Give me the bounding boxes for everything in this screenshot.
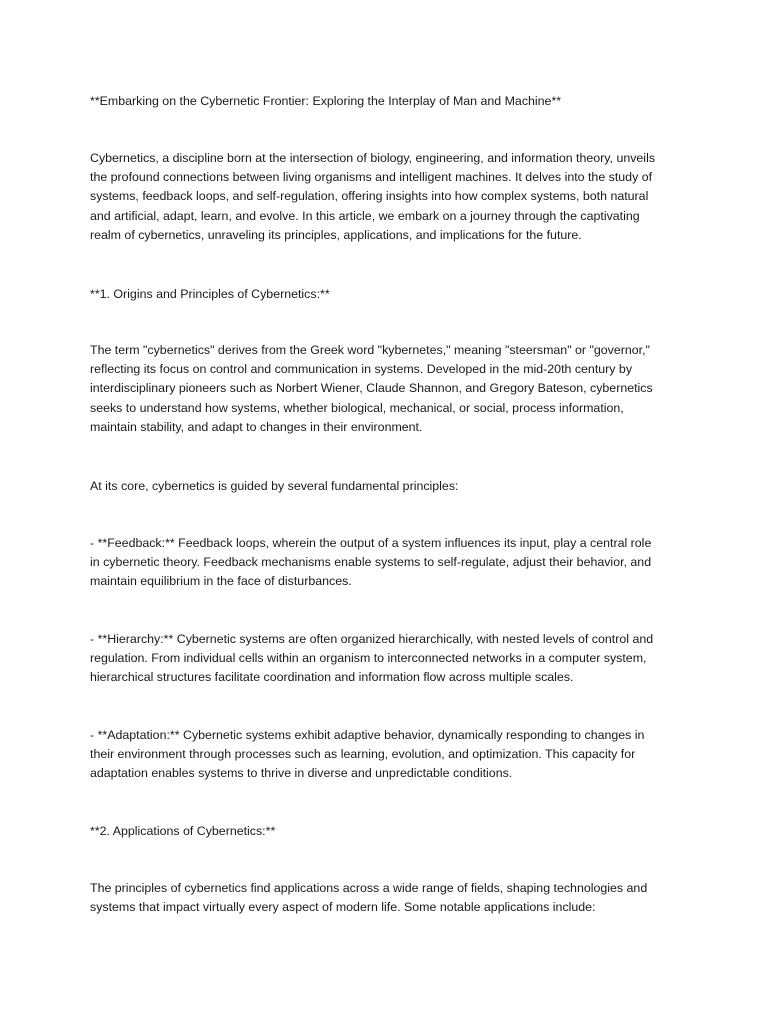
intro-paragraph	[90, 149, 690, 245]
principles-intro: At its core, cybernetics is guided by several fundamental principles:	[90, 479, 459, 493]
text-line: adaptation enables systems to thrive in diverse and unpredictable conditions.	[90, 766, 513, 781]
text-line: hierarchical structures facilitate coordination and information flow across multiple scales.	[90, 670, 574, 685]
text-line: - **Adaptation:** Cybernetic systems exhibit adaptive behavior, dynamically responding to changes in	[90, 728, 645, 742]
hierarchy-item	[90, 630, 690, 688]
text-line: regulation. From individual cells within an organism to interconnected networks in a computer system,	[90, 651, 647, 666]
feedback-item	[90, 534, 690, 592]
section2-heading: **2. Applications of Cybernetics:**	[90, 824, 276, 838]
text-line: the profound connections between living organisms and intelligent machines. It delves into the study of	[90, 170, 653, 185]
text-line: The term "cybernetics" derives from the Greek word "kybernetes," meaning "steersman" or "governor,"	[90, 343, 650, 357]
document-title: **Embarking on the Cybernetic Frontier: Exploring the Interplay of Man and Machine**	[90, 94, 562, 108]
text-line: systems, feedback loops, and self-regulation, offering insights into how complex systems, both natural	[90, 189, 649, 204]
text-line: - **Hierarchy:** Cybernetic systems are often organized hierarchically, with nested levels of control and	[90, 632, 654, 646]
text-line: interdisciplinary pioneers such as Norbert Wiener, Claude Shannon, and Gregory Bateson, cybernetics	[90, 381, 653, 396]
text-line: seeks to understand how systems, whether biological, mechanical, or social, process information,	[90, 400, 624, 415]
section1-paragraph	[90, 341, 690, 437]
text-line: maintain stability, and adapt to changes in their environment.	[90, 419, 423, 434]
text-line: The principles of cybernetics find applications across a wide range of fields, shaping technologies and	[90, 881, 648, 895]
text-line: reflecting its focus on control and communication in systems. Developed in the mid-20th century by	[90, 362, 633, 377]
text-line: in cybernetic theory. Feedback mechanisms enable systems to self-regulate, adjust their behavior, and	[90, 555, 652, 570]
text-line: and artificial, adapt, learn, and evolve. In this article, we embark on a journey through the captivating	[90, 208, 640, 223]
section1-heading: **1. Origins and Principles of Cybernetics:**	[90, 287, 330, 301]
text-line: realm of cybernetics, unraveling its principles, applications, and implications for the future.	[90, 227, 582, 242]
text-line: Cybernetics, a discipline born at the intersection of biology, engineering, and information theory, unveils	[90, 151, 656, 165]
adaptation-item	[90, 726, 690, 784]
section2-paragraph	[90, 879, 690, 917]
text-line: their environment through processes such as learning, evolution, and optimization. This capacity for	[90, 747, 636, 762]
text-line: - **Feedback:** Feedback loops, wherein the output of a system influences its input, play a central role	[90, 536, 652, 550]
text-line: systems that impact virtually every aspect of modern life. Some notable applications include:	[90, 900, 596, 915]
text-line: maintain equilibrium in the face of disturbances.	[90, 574, 352, 589]
